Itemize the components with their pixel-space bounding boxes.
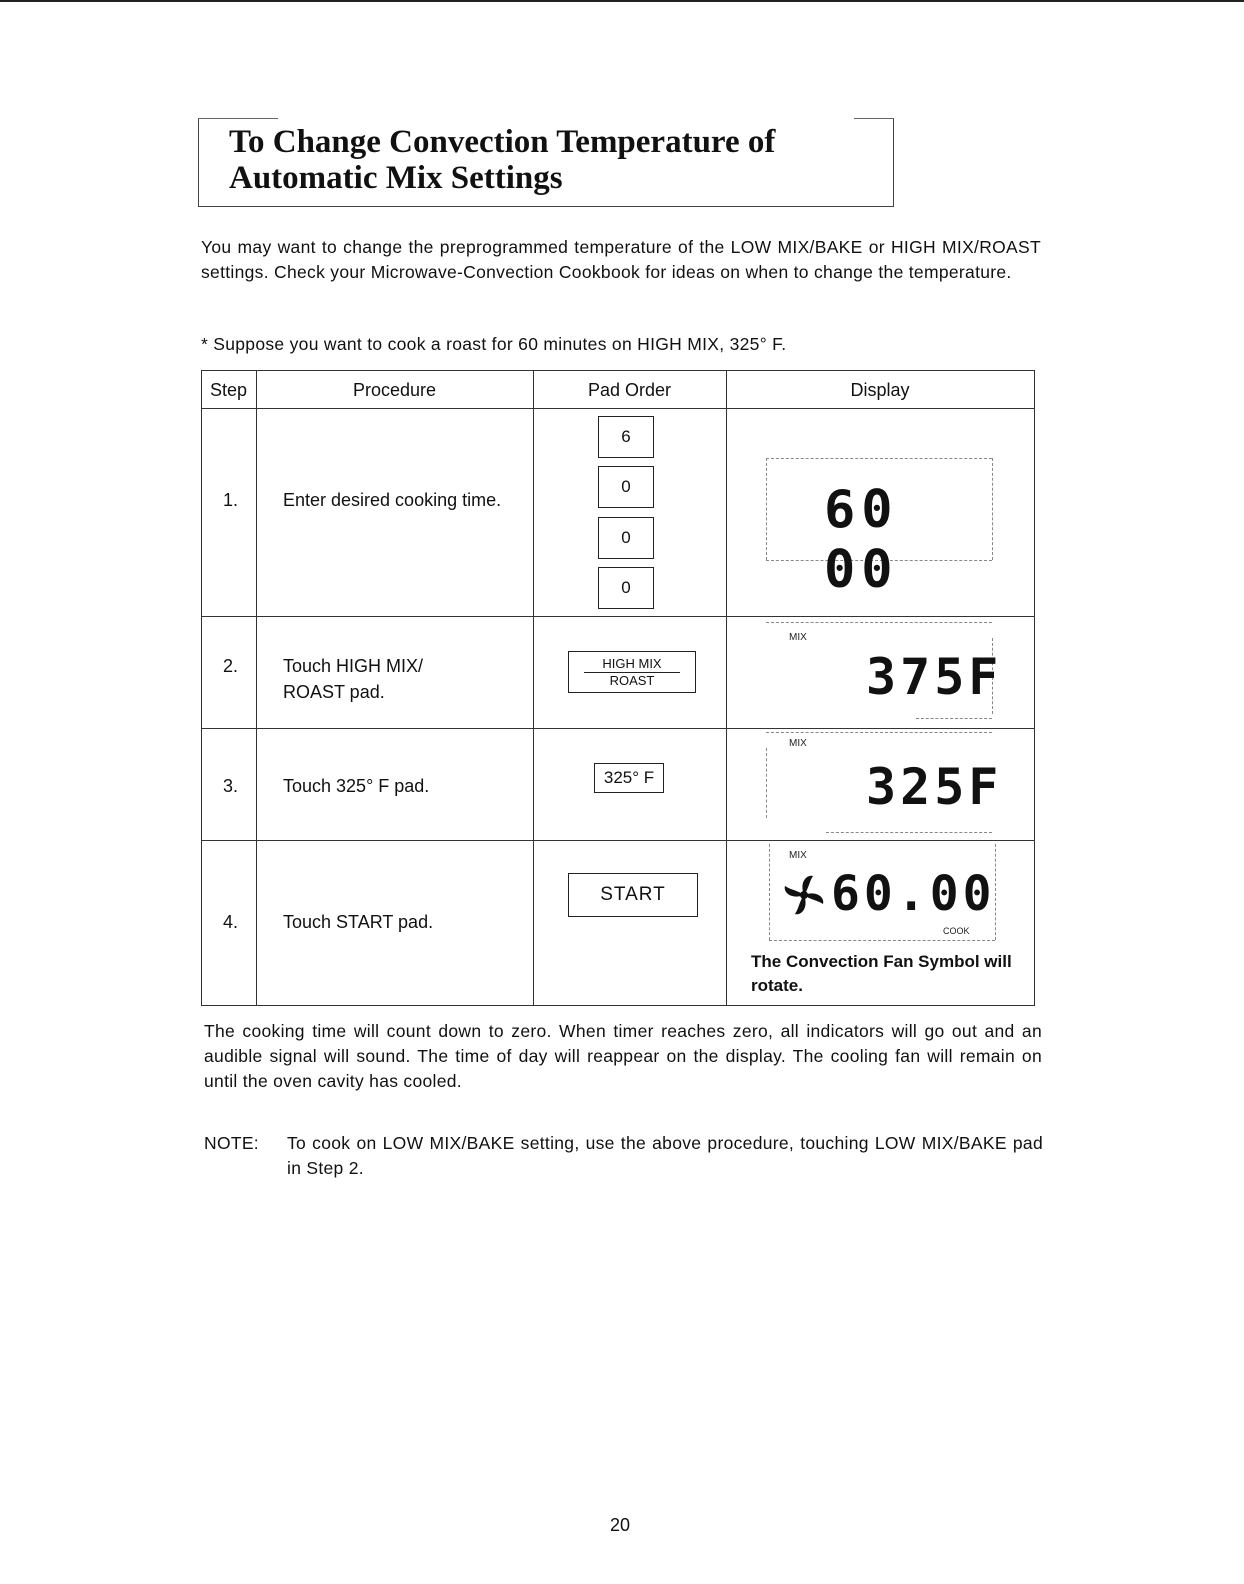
table-border-top (201, 370, 1035, 371)
header-step: Step (209, 380, 248, 400)
pad-0: 0 (598, 517, 654, 559)
mix-indicator: MIX (789, 738, 807, 749)
title-line-1: To Change Convection Temperature of (229, 124, 776, 160)
table-row-rule (201, 840, 1035, 841)
step-procedure: Touch HIGH MIX/ ROAST pad. (283, 656, 424, 702)
step-procedure: Enter desired cooking time. (283, 490, 502, 510)
start-pad: START (568, 873, 698, 917)
pad-label-top: HIGH MIX (602, 655, 662, 671)
procedure-table (201, 370, 1035, 1006)
page-number: 20 (610, 1515, 631, 1535)
table-row-rule (201, 728, 1035, 729)
title-box (198, 118, 894, 207)
table-header-rule (201, 408, 1035, 409)
pad-0: 0 (598, 466, 654, 508)
step-number: 2. (223, 656, 239, 676)
convection-fan-icon (779, 870, 829, 920)
countdown-paragraph: The cooking time will count down to zero. When timer reaches zero, all indicators will go out and an audible signal will sound. The time of day will reappear on the display. The cooling fan will remain on until the oven cavity has cooled. (204, 1021, 1042, 1091)
table-row-rule (201, 616, 1035, 617)
note-text: To cook on LOW MIX/BAKE setting, use the above procedure, touching LOW MIX/BAKE pad in Step 2. (287, 1133, 1043, 1178)
note-label: NOTE: (204, 1133, 259, 1153)
intro-paragraph: You may want to change the preprogrammed temperature of the LOW MIX/BAKE or HIGH MIX/ROAST settings. Check your Microwave-Convection Cookbook for ideas on when to change the temperature. (201, 237, 1041, 282)
table-border-bottom (201, 1005, 1035, 1006)
title-line-2: Automatic Mix Settings (229, 160, 563, 196)
cook-indicator: COOK (943, 926, 970, 936)
display-3 (766, 732, 1003, 832)
mix-indicator: MIX (789, 632, 807, 643)
header-pad-order: Pad Order (587, 380, 672, 400)
table-divider (726, 370, 727, 1006)
step-procedure: Touch START pad. (283, 912, 434, 932)
header-procedure: Procedure (352, 380, 437, 400)
pad-0: 0 (598, 567, 654, 609)
high-mix-roast-pad (568, 651, 696, 693)
display-2 (766, 622, 1003, 722)
top-rule (0, 0, 1244, 2)
example-note: * Suppose you want to cook a roast for 60 minutes on HIGH MIX, 325° F. (201, 334, 787, 354)
display-readout: 60 00 (824, 480, 899, 600)
display-4 (769, 844, 997, 944)
temperature-325-pad: 325° F (594, 763, 664, 793)
pad-6: 6 (598, 416, 654, 458)
mix-indicator: MIX (789, 850, 807, 861)
display-readout: 60.00 (831, 866, 996, 922)
step-number: 1. (223, 490, 239, 510)
table-border-right (1034, 370, 1035, 1006)
table-divider (256, 370, 257, 1006)
display-readout: 375F (866, 648, 1003, 706)
page-title (229, 124, 775, 196)
pad-label-bottom: ROAST (609, 672, 655, 688)
header-display: Display (850, 380, 910, 400)
step-procedure: Touch 325° F pad. (283, 776, 430, 796)
display-1 (766, 458, 994, 600)
display-caption: The Convection Fan Symbol will rotate. (751, 952, 1012, 995)
display-readout: 325F (866, 758, 1003, 816)
table-border-left (201, 370, 202, 1006)
step-number: 3. (223, 776, 239, 796)
step-number: 4. (223, 912, 239, 932)
